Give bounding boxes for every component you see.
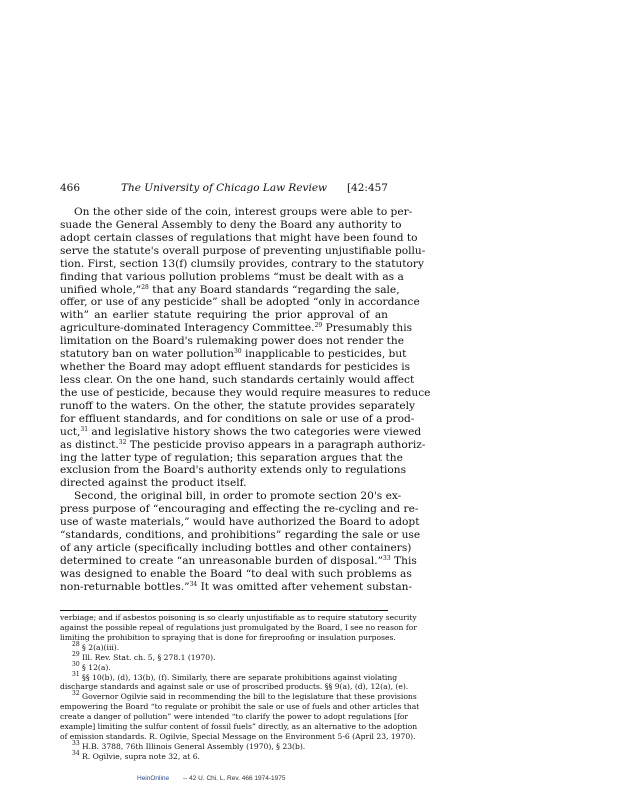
line-text: §§ 10(b), (d), 13(b), (f). Similarly, there are separate prohibitions against violating <box>79 672 398 682</box>
footer-citation: -- 42 U. Chi. L. Rev. 466 1974-1975 <box>182 775 286 782</box>
body-line <box>60 412 415 426</box>
line-text: less clear. On the one hand, such standards certainly would affect <box>60 373 415 386</box>
body-line <box>60 309 388 322</box>
footnote-ref: 32 <box>72 690 80 698</box>
footnote-ref: 34 <box>189 580 198 588</box>
line-text: Second, the original bill, in order to promote section 20's ex- <box>74 490 402 503</box>
line-text: use of waste materials,” would have authorized the Board to adopt <box>60 516 420 529</box>
body-line <box>60 296 420 309</box>
body-line <box>60 554 417 568</box>
line-text: non-returnable bottles.” <box>60 580 190 593</box>
line-text: determined to create “an unreasonable burden of disposal.” <box>60 554 384 567</box>
line-text: inapplicable to pesticides, but <box>241 348 407 361</box>
footnote-line <box>60 660 388 673</box>
footnote-line <box>60 712 409 722</box>
line-text: agriculture-dominated Interagency Committee. <box>60 322 315 335</box>
footnote-ref: 33 <box>383 554 391 562</box>
body-line <box>60 580 413 594</box>
footnote-ref: 28 <box>141 283 149 291</box>
line-text: ing the latter type of regulation; this separation argues that the <box>60 451 403 464</box>
footnote-ref: 31 <box>72 670 80 678</box>
line-text: limiting the prohibition to spraying that is done for fireproofing or insulation purposes. <box>60 632 396 642</box>
line-text: § 12(a). <box>79 662 111 672</box>
line-text: finding that various pollution problems “must be dealt with as a <box>60 270 404 283</box>
line-text: empowering the Board “to regulate or prohibit the sale or use of fuels and other articles that <box>60 702 420 712</box>
body-line <box>60 503 419 516</box>
page-footer <box>137 775 285 782</box>
line-text: statutory ban on water pollution <box>60 348 234 361</box>
body-line <box>60 541 412 555</box>
running-header <box>60 182 388 195</box>
footnote-line <box>60 650 388 663</box>
footnote-ref: 32 <box>118 438 127 446</box>
footnote-line <box>60 749 388 762</box>
footer-source: HeinOnline <box>137 775 170 782</box>
line-text: R. Ogilvie, supra note 32, at 6. <box>79 751 200 761</box>
body-line <box>60 399 416 413</box>
line-text: verbiage; and if asbestos poisoning is so clearly unjustifiable as to require statutory security <box>60 613 417 622</box>
line-text: of any article (specifically including bottles and other containers) <box>60 541 412 554</box>
line-text: was designed to enable the Board “to deal with such problems as <box>60 567 412 580</box>
body-line <box>60 348 407 361</box>
line-text: that any Board standards “regarding the sale, <box>148 283 400 296</box>
line-text: The pesticide proviso appears in a paragraph authoriz- <box>126 438 426 451</box>
footnote-ref: 33 <box>72 739 80 747</box>
line-text: On the other side of the coin, interest groups were able to per- <box>74 206 413 218</box>
body-line <box>60 490 402 503</box>
body-line <box>60 451 403 465</box>
footnote-line <box>60 702 420 712</box>
line-text: serve the statute's overall purpose of preventing unjustifiable pollu- <box>60 244 426 257</box>
line-text: Presumably this <box>322 322 413 335</box>
footnote-ref: 28 <box>72 640 80 648</box>
line-text: discharge standards and against sale or use of proscribed products. §§ 9(a), (d), 12(a), (e). <box>60 682 409 692</box>
line-text: It was omitted after vehement substan- <box>197 580 413 593</box>
footnote-line <box>60 722 418 732</box>
journal-title: The University of Chicago Law Review <box>120 182 328 194</box>
line-text: This <box>390 554 417 567</box>
line-text: unified whole,” <box>60 283 142 296</box>
body-line <box>60 322 413 335</box>
volume-citation: [42:457 <box>346 182 388 194</box>
line-text: adopt certain classes of regulations that might have been found to <box>60 231 418 244</box>
line-text: exclusion from the Board's authority extends only to regulations <box>60 464 407 477</box>
footnote-line <box>60 732 416 742</box>
body-line <box>60 567 412 581</box>
line-text: and legislative history shows the two categories were viewed <box>88 425 422 438</box>
body-line <box>60 438 426 452</box>
footnote-ref: 34 <box>72 749 80 757</box>
line-text: whether the Board may adopt effluent standards for pesticides is <box>60 361 411 374</box>
body-line <box>60 425 422 439</box>
footnote-line <box>60 613 417 623</box>
body-line <box>60 231 418 245</box>
line-text: for effluent standards, and for conditions on sale or use of a prod- <box>60 412 415 425</box>
body-line <box>60 464 407 477</box>
line-text: Ill. Rev. Stat. ch. 5, § 278.1 (1970). <box>79 652 216 662</box>
footnote-line <box>60 632 396 643</box>
line-text: Governor Ogilvie said in recommending the bill to the legislature that these provisions <box>79 692 417 702</box>
line-text: with” an earlier statute requiring the prior approval of an <box>60 309 388 322</box>
body-line <box>60 257 424 271</box>
line-text: as distinct. <box>60 438 119 451</box>
body-text <box>60 206 431 594</box>
body-line <box>60 373 415 387</box>
line-text: example] limiting the sulfur content of fossil fuels” directly, as an alternative to the adoption <box>60 722 418 732</box>
line-text: limitation on the Board's rulemaking power does not render the <box>60 335 404 348</box>
body-line <box>60 516 420 529</box>
line-text: the use of pesticide, because they would require measures to reduce <box>60 386 431 399</box>
line-text: press purpose of “encouraging and effecting the re-cycling and re- <box>60 503 419 516</box>
body-line <box>60 206 413 219</box>
page-number: 466 <box>60 182 81 194</box>
body-line <box>60 335 404 348</box>
line-text: offer, or use of any pesticide” shall be adopted “only in accordance <box>60 296 420 309</box>
footnote-line <box>60 690 417 702</box>
footnote-ref: 31 <box>80 425 89 433</box>
footnote-line <box>60 670 398 683</box>
footnote-divider <box>60 610 388 611</box>
line-text: create a danger of pollution” were intended “to clarify the power to adopt regulations [for <box>60 712 409 722</box>
line-text: uct, <box>60 425 81 438</box>
footnote-line <box>60 682 409 692</box>
line-text: runoff to the waters. On the other, the statute provides separately <box>60 399 416 412</box>
footnote-line <box>60 739 388 752</box>
footnote-ref: 29 <box>72 650 80 658</box>
footnote-line <box>60 640 388 653</box>
line-text: “standards, conditions, and prohibitions” regarding the sale or use <box>60 529 421 542</box>
line-text: suade the General Assembly to deny the Board any authority to <box>60 218 402 231</box>
line-text: tion. First, section 13(f) clumsily provides, contrary to the statutory <box>60 257 424 270</box>
line-text: of emission standards. R. Ogilvie, Special Message on the Environment 5-6 (April 23, 1970). <box>60 732 416 742</box>
line-text: directed against the product itself. <box>60 477 247 490</box>
body-line <box>60 283 400 297</box>
body-line <box>60 270 404 284</box>
footnote-line <box>60 622 417 633</box>
line-text: against the possible repeal of regulations just promulgated by the Board, I see no reason for <box>60 622 417 632</box>
body-line <box>60 386 431 400</box>
footnote-ref: 29 <box>314 322 323 330</box>
line-text: § 2(a)(iii). <box>79 642 120 652</box>
footnotes <box>60 613 420 762</box>
body-line <box>60 529 421 542</box>
footnote-ref: 30 <box>233 348 242 356</box>
footnote-ref: 30 <box>72 660 80 668</box>
body-line <box>60 244 426 258</box>
body-line <box>60 218 402 232</box>
body-line <box>60 361 411 374</box>
body-line <box>60 477 388 490</box>
line-text: H.B. 3788, 76th Illinois General Assembly (1970), § 23(b). <box>79 741 306 751</box>
